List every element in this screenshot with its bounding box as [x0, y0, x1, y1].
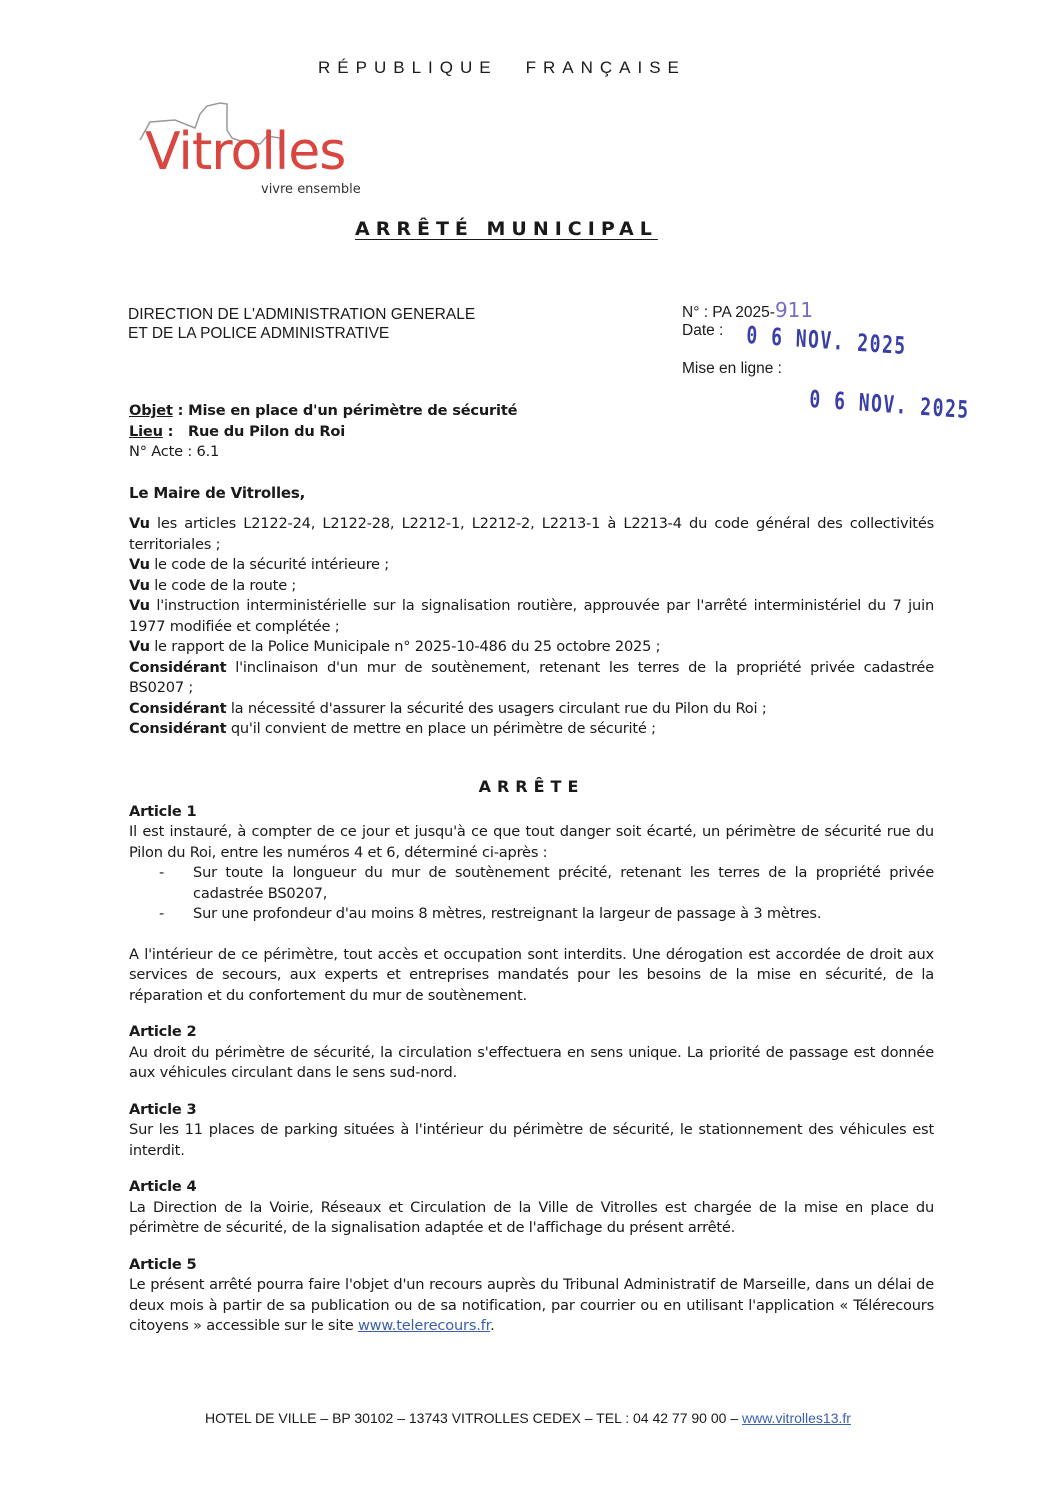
acte-number: N° Acte : 6.1 — [129, 443, 220, 460]
consideration-text: le code de la sécurité intérieure ; — [149, 556, 389, 573]
bullet-item: - Sur une profondeur d'au moins 8 mètres, restreignant la largeur de passage à 3 mètres. — [129, 904, 934, 925]
objet-value: : Mise en place d'un périmètre de sécurité — [172, 402, 518, 419]
considerations — [129, 514, 934, 740]
republique-francaise — [318, 58, 714, 78]
consideration-item — [129, 637, 934, 658]
lieu-label: Lieu — [129, 422, 163, 440]
article-text: La Direction de la Voirie, Réseaux et Circulation de la Ville de Vitrolles est chargée de la mise en place du périmètre de sécurité, de la signalisation adaptée et de l'affichage du présent arrêté. — [129, 1198, 934, 1236]
consideration-lead: Considérant — [129, 720, 227, 737]
article-5 — [129, 1255, 934, 1337]
consideration-item — [129, 555, 934, 576]
handwritten-number: 911 — [774, 298, 814, 322]
consideration-item — [129, 596, 934, 637]
logo-wordmark: Vitrolles — [145, 122, 346, 182]
consideration-lead: Vu — [129, 515, 150, 532]
article-title: Article 3 — [129, 1100, 197, 1118]
lieu-value: : Rue du Pilon du Roi — [162, 422, 346, 440]
article-3 — [129, 1100, 934, 1162]
republic-word-1: RÉPUBLIQUE — [318, 58, 498, 77]
consideration-lead: Considérant — [129, 699, 227, 717]
consideration-text: les articles L2122-24, L2122-28, L2212-1, L2212-2, L2213-1 à L2213-4 du code général des collectivités territoriales ; — [129, 515, 934, 553]
bullet-item: - Sur toute la longueur du mur de soutènement précité, retenant les terres de la propriété privée cadastrée BS0207, — [129, 863, 934, 904]
republic-word-2: FRANÇAISE — [525, 58, 686, 77]
consideration-item — [129, 699, 934, 720]
article-title: Article 2 — [129, 1023, 197, 1040]
arrete-heading: ARRÊTE — [478, 776, 585, 796]
consideration-text: l'inclinaison d'un mur de soutènement, retenant les terres de la propriété privée cadastrée BS0207 ; — [129, 658, 934, 696]
punctuation: . — [490, 1317, 495, 1334]
article-text: Le présent arrêté pourra faire l'objet d'un recours auprès du Tribunal Administratif de Marseille, dans un délai de deux mois à partir de sa publication ou de sa notification, par courrier ou en utilisant l'application « Télérecours citoyens » accessible sur le site — [129, 1276, 934, 1334]
act-number — [682, 298, 813, 322]
article-4 — [129, 1177, 934, 1239]
consideration-text: le code de la route ; — [149, 576, 297, 594]
article-2 — [129, 1022, 934, 1084]
objet-label: Objet — [129, 402, 173, 419]
logo-tagline: vivre ensemble — [261, 182, 361, 197]
document-title: ARRÊTÉ MUNICIPAL — [355, 218, 658, 240]
article-text: Il est instauré, à compter de ce jour et jusqu'à ce que tout danger soit écarté, un périmètre de sécurité rue du Pilon du Roi, entre les numéros 4 et 6, déterminé ci-après : — [129, 823, 934, 861]
article-text: Sur les 11 places de parking situées à l'intérieur du périmètre de sécurité, le stationnement des véhicules est interdit. — [129, 1121, 934, 1159]
footer-address: HOTEL DE VILLE – BP 30102 – 13743 VITROLLES CEDEX – TEL : 04 42 77 90 00 – — [205, 1410, 742, 1426]
vitrolles-logo — [135, 100, 395, 200]
article-text: Au droit du périmètre de sécurité, la circulation s'effectuera en sens unique. La priorité de passage est donnée aux véhicules circulant dans le sens sud-nord. — [129, 1043, 934, 1081]
consideration-lead: Vu — [129, 597, 150, 614]
article-text: A l'intérieur de ce périmètre, tout accès et occupation sont interdits. Une dérogation est accordée de droit aux services de secours, aux experts et entreprises mandatés pour les besoins de la mise en sécurité, de la réparation et du confortement du mur de soutènement. — [129, 945, 934, 1004]
telerecours-link[interactable]: www.telerecours.fr — [357, 1317, 491, 1334]
online-stamp: 0 6 NOV. 2025 — [808, 385, 971, 425]
consideration-text: l'instruction interministérielle sur la signalisation routière, approuvée par l'arrêté interministériel du 7 juin 1977 modifiée et complétée ; — [129, 597, 934, 635]
footer — [205, 1410, 851, 1426]
date-stamp: 0 6 NOV. 2025 — [745, 321, 908, 361]
direction-line: DIRECTION DE L'ADMINISTRATION GENERALE — [128, 306, 476, 323]
date-label: Date : — [682, 322, 724, 339]
consideration-item — [129, 719, 934, 740]
consideration-item — [129, 514, 934, 555]
consideration-item — [129, 576, 934, 597]
consideration-text: qu'il convient de mettre en place un périmètre de sécurité ; — [226, 720, 656, 737]
article-title: Article 4 — [129, 1178, 197, 1195]
article-title: Article 1 — [129, 802, 197, 820]
website-link[interactable]: www.vitrolles13.fr — [742, 1410, 851, 1426]
number-label: N° : PA 2025- — [682, 304, 775, 321]
consideration-lead: Vu — [129, 556, 150, 573]
direction-line: ET DE LA POLICE ADMINISTRATIVE — [128, 325, 390, 342]
consideration-lead: Vu — [129, 638, 150, 655]
consideration-text: la nécessité d'assurer la sécurité des usagers circulant rue du Pilon du Roi ; — [226, 699, 767, 717]
consideration-item — [129, 658, 934, 699]
consideration-text: le rapport de la Police Municipale n° 2025-10-486 du 25 octobre 2025 ; — [149, 638, 661, 655]
direction — [128, 305, 475, 343]
article-1 — [129, 802, 934, 1007]
article-title: Article 5 — [129, 1255, 197, 1273]
consideration-lead: Considérant — [129, 658, 227, 676]
online-label: Mise en ligne : — [682, 360, 782, 377]
mayor-heading: Le Maire de Vitrolles, — [129, 484, 306, 502]
consideration-lead: Vu — [129, 576, 150, 594]
body-flow — [129, 514, 934, 1337]
subject-block — [129, 401, 729, 463]
article-1-bullets — [129, 863, 934, 925]
